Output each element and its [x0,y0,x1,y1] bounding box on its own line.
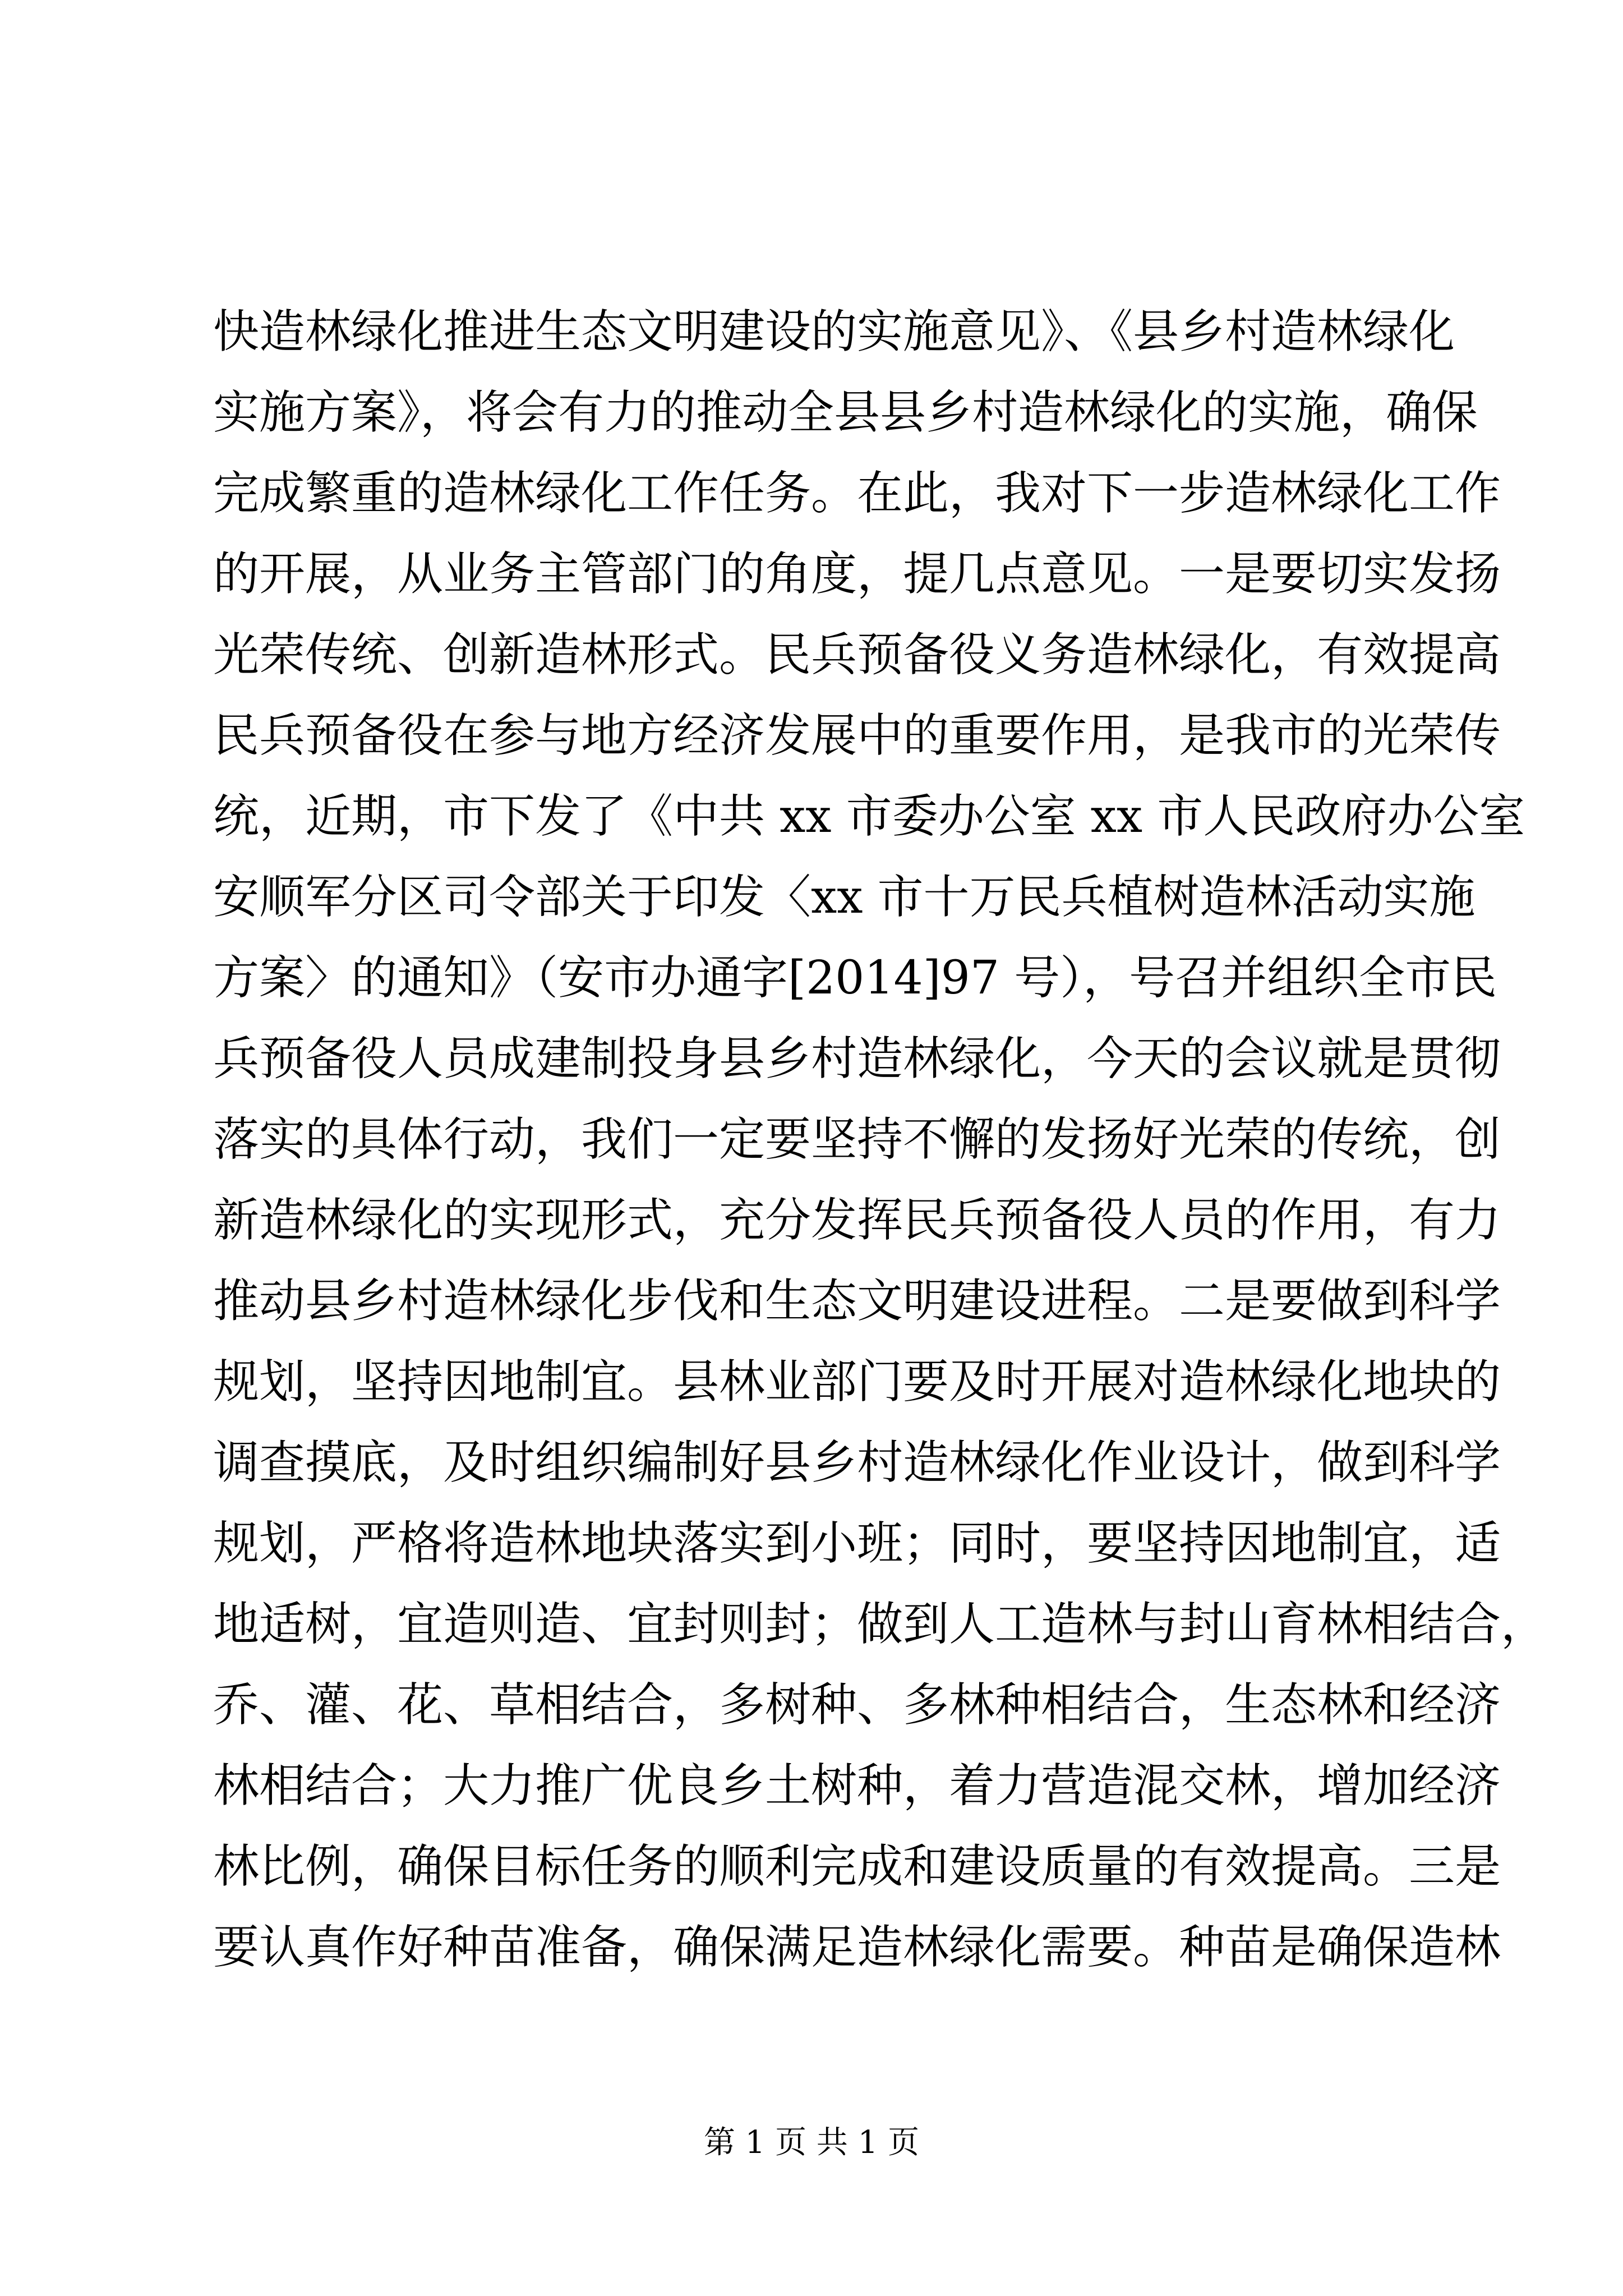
text-line: 规划，严格将造林地块落实到小班；同时，要坚持因地制宜，适 [213,1517,1501,1570]
text-line: 规划，坚持因地制宜。县林业部门要及时开展对造林绿化地块的 [213,1355,1501,1409]
text-line: 推动县乡村造林绿化步伐和生态文明建设进程。二是要做到科学 [213,1274,1501,1328]
text-line: 完成繁重的造林绿化工作任务。在此，我对下一步造林绿化工作 [213,467,1501,520]
text-line: 方案〉的通知》（安市办通字[2014]97 号），号召并组织全市民 [213,951,1497,1005]
text-line: 的开展，从业务主管部门的角度，提几点意见。一是要切实发扬 [213,547,1501,601]
text-line: 民兵预备役在参与地方经济发展中的重要作用，是我市的光荣传 [213,709,1501,762]
text-line: 乔、灌、花、草相结合，多树种、多林种相结合，生态林和经济 [213,1678,1501,1732]
text-line: 安顺军分区司令部关于印发〈xx 市十万民兵植树造林活动实施 [213,871,1476,924]
text-line: 统，近期，市下发了《中共 xx 市委办公室 xx 市人民政府办公室 [213,790,1525,843]
page-footer [0,2120,1623,2165]
text-line: 要认真作好种苗准备，确保满足造林绿化需要。种苗是确保造林 [213,1921,1501,1974]
document-body [213,292,1547,1988]
text-line: 快造林绿化推进生态文明建设的实施意见》、《县乡村造林绿化 [213,305,1455,358]
text-line: 光荣传统、创新造林形式。民兵预备役义务造林绿化，有效提高 [213,628,1501,682]
text-line: 地适树，宜造则造、宜封则封；做到人工造林与封山育林相结合， [213,1598,1547,1651]
text-line: 落实的具体行动，我们一定要坚持不懈的发扬好光荣的传统，创 [213,1113,1501,1166]
text-line: 实施方案》，将会有力的推动全县县乡村造林绿化的实施，确保 [213,386,1478,439]
text-line: 兵预备役人员成建制投身县乡村造林绿化，今天的会议就是贯彻 [213,1032,1501,1085]
page-number: 第 1 页 共 1 页 [703,2124,920,2161]
text-line: 新造林绿化的实现形式，充分发挥民兵预备役人员的作用，有力 [213,1194,1501,1247]
text-line: 调查摸底，及时组织编制好县乡村造林绿化作业设计，做到科学 [213,1436,1501,1489]
text-line: 林比例，确保目标任务的顺利完成和建设质量的有效提高。三是 [213,1840,1501,1893]
text-line: 林相结合；大力推广优良乡土树种，着力营造混交林，增加经济 [213,1759,1501,1812]
